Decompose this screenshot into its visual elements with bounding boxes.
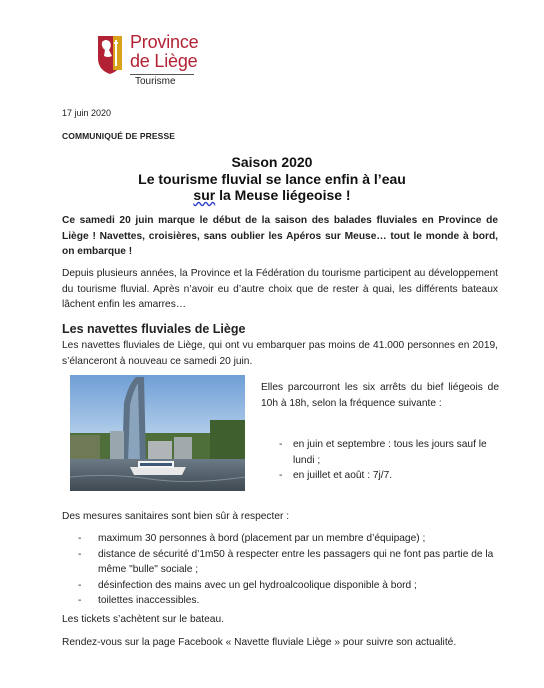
title-line-3 [62,187,482,204]
facebook-paragraph: Rendez-vous sur la page Facebook « Navette fluviale Liège » pour suivre son actualité. [62,637,457,648]
title-line-1: Saison 2020 [231,154,313,170]
logo-subtitle: Tourisme [135,76,176,87]
list-item: - distance de sécurité d’1m50 à respecter entre les passagers qui ne font pas partie de la même "bulle" sociale ; [62,547,502,578]
press-date: 17 juin 2020 [62,108,112,118]
intro-paragraph: Depuis plusieurs années, la Province et la Fédération du tourisme participent au développement du tourisme fluvial. Après n’avoir eu d’autre choix que de rester à quai, les différents bateaux lâchent enfin les amarres… [62,268,498,311]
press-release-label: COMMUNIQUÉ DE PRESSE [62,131,175,141]
logo-text-line2: de Liège [130,51,198,71]
logo-divider [130,74,194,75]
title-line-3-rest: la Meuse liégeoise ! [215,187,351,203]
title-underlined-word: sur [193,187,216,203]
river-shuttle-photo [70,375,245,491]
lion-crest-icon [92,32,128,76]
measures-intro: Des mesures sanitaires sont bien sûr à respecter : [62,511,290,522]
frequency-intro: Elles parcourront les six arrêts du bief liégeois de 10h à 18h, selon la fréquence suivante : [261,382,499,409]
measures-list [62,531,502,609]
frequency-list [261,437,501,484]
list-item: - maximum 30 personnes à bord (placement par un membre d’équipage) ; [62,531,502,547]
list-item: - en juin et septembre : tous les jours sauf le lundi ; [261,437,501,468]
province-liege-logo [92,30,202,92]
section-heading: Les navettes fluviales de Liège [62,322,246,336]
list-item: - toilettes inaccessibles. [62,593,502,609]
logo-text-line1: Province [130,32,199,52]
navettes-paragraph: Les navettes fluviales de Liège, qui ont vu embarquer pas moins de 41.000 personnes en 2019, s’élanceront à nouveau ce samedi 20 juin. [62,340,498,367]
tickets-paragraph: Les tickets s’achètent sur le bateau. [62,614,224,625]
lead-paragraph: Ce samedi 20 juin marque le début de la saison des balades fluviales en Province de Liège ! Navettes, croisières, sans oublier les Apéros sur Meuse… tout le monde à bord, on embarque ! [62,215,498,258]
list-item: - en juillet et août : 7j/7. [261,468,501,484]
document-title [62,154,482,204]
list-item: - désinfection des mains avec un gel hydroalcoolique disponible à bord ; [62,578,502,594]
title-line-2: Le tourisme fluvial se lance enfin à l’eau [138,170,406,187]
